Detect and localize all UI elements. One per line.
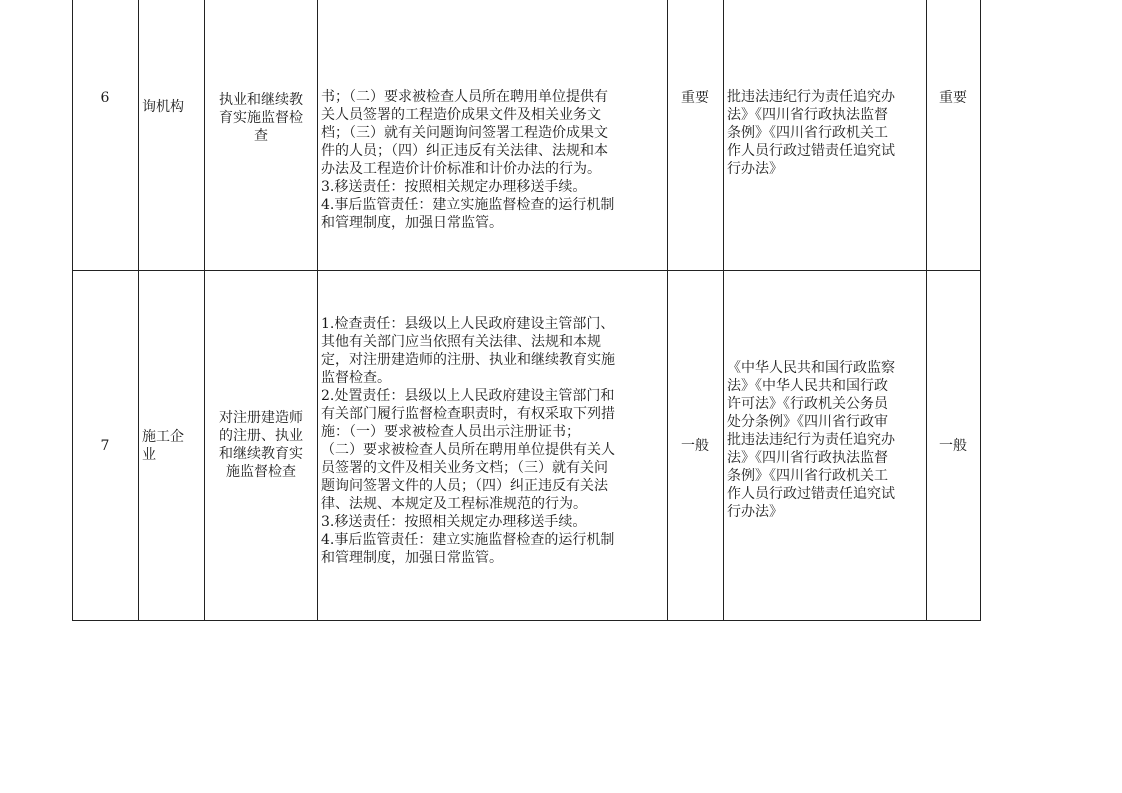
subject-cell: [142, 428, 202, 464]
basis-line: 条例》《四川省行政机关工: [727, 125, 888, 141]
duty-line: 和管理制度，加强日常监管。: [321, 215, 503, 231]
level-cell: [667, 271, 723, 620]
basis-cell: [727, 359, 923, 521]
basis-line: 行办法》: [727, 504, 783, 520]
subject-cell: [142, 98, 202, 116]
table-border-right: [980, 0, 981, 621]
duty-line: 监督检查。: [321, 370, 391, 386]
duty-line: 关人员签署的工程造价成果文件及相关业务文: [321, 107, 601, 123]
item-text: 育实施监督检: [219, 110, 303, 126]
item-cell: [208, 91, 314, 145]
basis-line: 法》《四川省行政执法监督: [727, 107, 888, 123]
subject-text: 施工企: [142, 429, 184, 445]
row-index: [72, 271, 138, 620]
basis-line: 许可法》《行政机关公务员: [727, 396, 888, 412]
table-border-bottom: [72, 620, 981, 621]
basis-line: 批违法违纪行为责任追究办: [727, 432, 895, 448]
duty-line: 施：（一）要求被检查人员出示注册证书；: [321, 424, 580, 440]
basis-line: 作人员行政过错责任追究试: [727, 143, 895, 159]
row-divider: [72, 270, 981, 271]
level-text: 一般: [939, 437, 967, 454]
row-index: [72, 88, 138, 108]
subject-text: 询机构: [142, 99, 184, 115]
level-cell: [667, 88, 723, 108]
duty-line: 律、法规、本规定及工程标准规范的行为。: [321, 496, 587, 512]
basis-line: 批违法违纪行为责任追究办: [727, 89, 895, 105]
duty-line: 1.检查责任：县级以上人民政府建设主管部门、: [321, 316, 615, 332]
duty-line: 其他有关部门应当依照有关法律、法规和本规: [321, 334, 601, 350]
row-index-text: 6: [100, 90, 110, 106]
duty-line: （二）要求被检查人员所在聘用单位提供有关人: [321, 442, 615, 458]
item-text: 施监督检查: [226, 464, 296, 480]
item-text: 执业和继续教: [219, 92, 303, 108]
level-text: 重要: [681, 90, 709, 106]
column-divider: [138, 0, 139, 621]
basis-line: 作人员行政过错责任追究试: [727, 486, 895, 502]
column-divider: [204, 0, 205, 621]
column-divider: [723, 0, 724, 621]
column-divider: [317, 0, 318, 621]
level-cell: [926, 271, 980, 620]
duty-line: 3.移送责任：按照相关规定办理移送手续。: [321, 514, 587, 530]
duty-line: 定，对注册建造师的注册、执业和继续教育实施: [321, 352, 615, 368]
duty-line: 和管理制度，加强日常监管。: [321, 550, 503, 566]
basis-line: 法》《四川省行政执法监督: [727, 450, 888, 466]
basis-line: 法》《中华人民共和国行政: [727, 378, 888, 394]
basis-line: 行办法》: [727, 161, 783, 177]
basis-line: 处分条例》《四川省行政审: [727, 414, 888, 430]
duty-line: 题询问签署文件的人员；（四）纠正违反有关法: [321, 478, 608, 494]
level-text: 重要: [939, 90, 967, 106]
item-text: 对注册建造师: [219, 410, 303, 426]
duty-line: 4.事后监管责任：建立实施监督检查的运行机制: [321, 532, 615, 548]
subject-text: 业: [142, 447, 156, 463]
item-text: 和继续教育实: [219, 446, 303, 462]
row-index-text: 7: [100, 437, 110, 454]
level-cell: [926, 88, 980, 108]
basis-line: 《中华人民共和国行政监察: [727, 360, 895, 376]
duty-line: 办法及工程造价计价标准和计价办法的行为。: [321, 161, 601, 177]
duty-line: 3.移送责任：按照相关规定办理移送手续。: [321, 179, 587, 195]
item-text: 查: [254, 128, 268, 144]
duty-cell: [321, 315, 663, 567]
duty-line: 书；（二）要求被检查人员所在聘用单位提供有: [321, 89, 608, 105]
responsibility-table: [72, 0, 981, 621]
duty-line: 件的人员；（四）纠正违反有关法律、法规和本: [321, 143, 608, 159]
basis-line: 条例》《四川省行政机关工: [727, 468, 888, 484]
duty-line: 档；（三）就有关问题询问签署工程造价成果文: [321, 125, 608, 141]
duty-line: 4.事后监管责任：建立实施监督检查的运行机制: [321, 197, 615, 213]
item-text: 的注册、执业: [219, 428, 303, 444]
duty-line: 有关部门履行监督检查职责时，有权采取下列措: [321, 406, 615, 422]
level-text: 一般: [681, 437, 709, 454]
duty-line: 员签署的文件及相关业务文档；（三）就有关问: [321, 460, 608, 476]
duty-cell: [321, 88, 663, 232]
item-cell: [208, 409, 314, 481]
duty-line: 2.处置责任：县级以上人民政府建设主管部门和: [321, 388, 615, 404]
basis-cell: [727, 88, 923, 178]
